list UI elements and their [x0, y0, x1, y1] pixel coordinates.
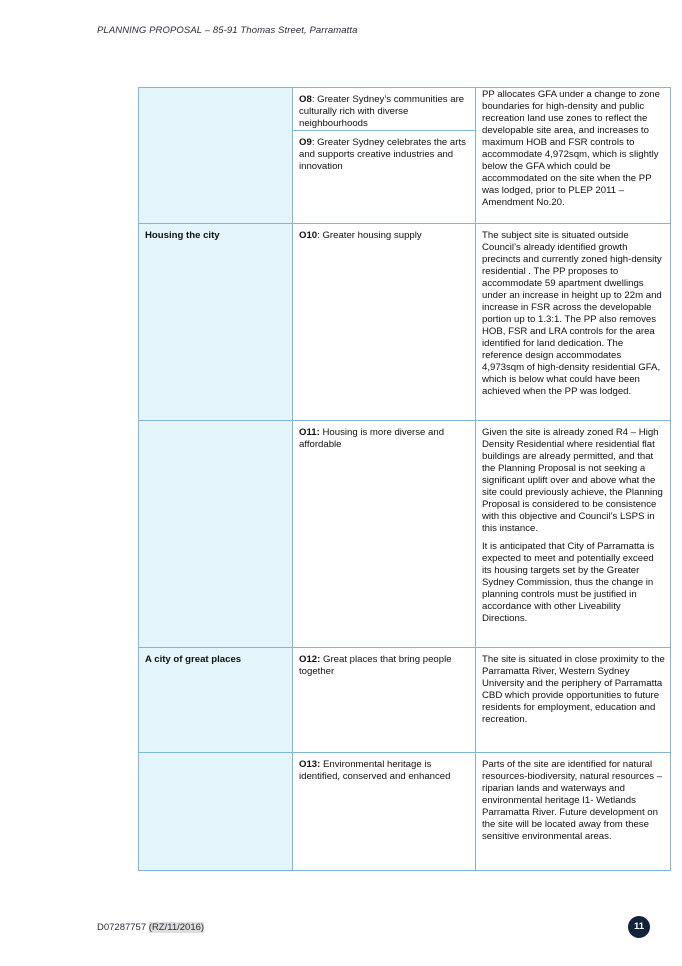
response-text: Given the site is already zoned R4 – High Density Residential where residential flat buildings are already permitted, and that the Planning Proposal is not seeking a significant uplift over and above what the site could previously achieve, the Planning Proposal is considered to be consistence with this objective and Council’s LSPS in this instance.	[482, 427, 663, 534]
response-cell	[476, 753, 671, 871]
objective-cell	[293, 753, 476, 871]
direction-cell	[139, 421, 293, 648]
response-cell	[476, 648, 671, 753]
objective-text: : Greater housing supply	[317, 230, 422, 241]
objective-code: O10	[299, 230, 318, 241]
objective-o8	[293, 88, 475, 131]
objective-code: O9	[299, 137, 312, 148]
objective-code: O8	[299, 94, 312, 105]
response-text: Parts of the site are identified for natural resources-biodiversity, natural resources – riparian lands and waterways and environmental heritage I1- Wetlands Parramatta River. Future development on the site will be located away from these sensitive environmental areas.	[482, 759, 663, 842]
table-row	[139, 421, 671, 648]
page-header-title: PLANNING PROPOSAL – 85-91 Thomas Street, Parramatta	[97, 25, 358, 36]
objective-cell	[293, 648, 476, 753]
direction-cell: Housing the city	[139, 224, 293, 421]
direction-cell	[139, 88, 293, 224]
response-cell	[476, 224, 671, 421]
response-cell	[476, 88, 671, 224]
objective-text: : Greater Sydney celebrates the arts and supports creative industries and innovation	[299, 137, 466, 172]
page-number: 11	[628, 916, 650, 938]
objective-code: O13:	[299, 759, 321, 770]
response-text: PP allocates GFA under a change to zone boundaries for high-density and public recreation land use zones to reflect the developable site area, and increases to maximum HOB and FSR controls to accommodate 4,972sqm, which is slightly below the GFA which could be accommodated on the site when the PP was lodged, prior to PLEP 2011 – Amendment No.20.	[482, 89, 660, 208]
direction-cell	[139, 753, 293, 871]
doc-reference: (RZ/11/2016)	[148, 922, 205, 933]
table-row	[139, 88, 671, 224]
objective-cell	[293, 421, 476, 648]
objective-o9	[293, 131, 475, 173]
response-cell	[476, 421, 671, 648]
objective-text: : Greater Sydney’s communities are culturally rich with diverse neighbourhoods	[299, 94, 465, 129]
objective-text: Environmental heritage is identified, conserved and enhanced	[299, 759, 451, 782]
objective-text: Great places that bring people together	[299, 654, 452, 677]
response-text: The site is situated in close proximity to the Parramatta River, Western Sydney University and the periphery of Parramatta CBD which provide opportunities to future residents for employment, education and recreation.	[482, 654, 665, 725]
objective-text: Housing is more diverse and affordable	[299, 427, 445, 450]
table-row	[139, 224, 671, 421]
response-text: It is anticipated that City of Parramatta is expected to meet and potentially exceed its housing targets set by the Greater Sydney Commission, thus the change in planning controls must be justified in accordance with other Liveability Directions.	[482, 541, 655, 624]
objective-code: O11:	[299, 427, 320, 438]
objectives-table	[138, 87, 671, 871]
doc-number: D07287757	[97, 922, 147, 933]
document-code	[97, 922, 204, 933]
objective-cell	[293, 224, 476, 421]
table-row	[139, 753, 671, 871]
table-row	[139, 648, 671, 753]
response-text: The subject site is situated outside Council’s already identified growth precincts and currently zoned high-density residential . The PP proposes to accommodate 59 apartment dwellings under an increase in height up to 22m and increase in FSR across the developable portion up to 1.3:1. The PP also removes HOB, FSR and LRA controls for the area identified for land dedication. The reference design accommodates 4,973sqm of high-density residential GFA, which is below what could have been achieved when the PP was lodged.	[482, 230, 662, 397]
direction-cell: A city of great places	[139, 648, 293, 753]
objective-cell	[293, 88, 476, 224]
objective-code: O12:	[299, 654, 321, 665]
